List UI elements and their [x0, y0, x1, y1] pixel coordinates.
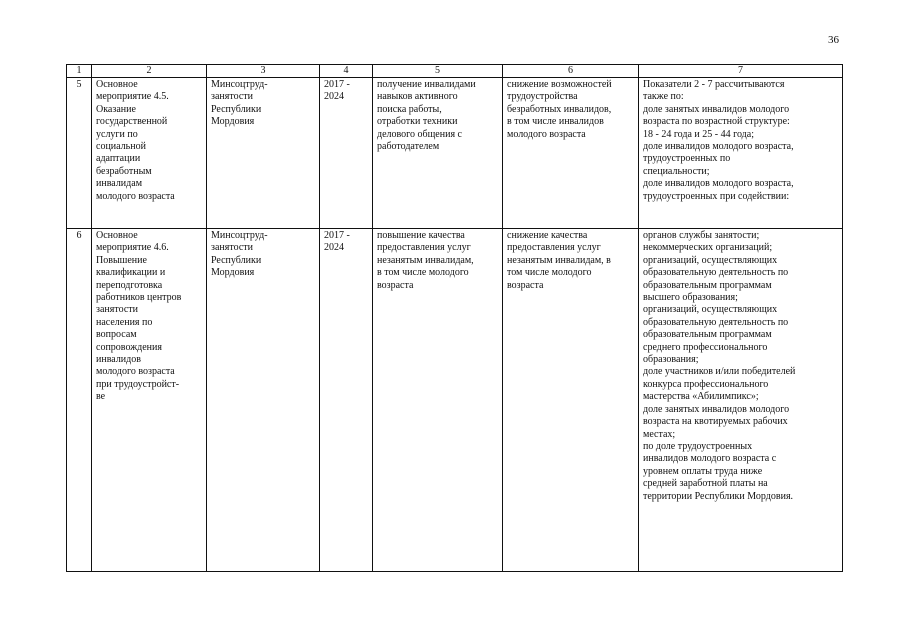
text-line: 2024 — [324, 242, 344, 254]
executor-cell — [207, 229, 320, 572]
text-line: доле инвалидов молодого возраста, — [643, 141, 794, 153]
column-header: 6 — [503, 65, 639, 78]
text-line: специальности; — [643, 165, 710, 177]
executor-cell — [207, 78, 320, 229]
text-line: мероприятие 4.5. — [96, 91, 169, 103]
column-header: 1 — [67, 65, 92, 78]
text-line: работодателем — [377, 141, 440, 153]
text-line: государственной — [96, 116, 168, 128]
text-line: Республики — [211, 254, 262, 266]
text-line: образования; — [643, 354, 699, 366]
text-line: 2017 - — [324, 230, 350, 241]
text-line: среднего профессионального — [643, 341, 768, 353]
text-line: образовательным программам — [643, 279, 772, 291]
text-line: занятости — [211, 242, 253, 254]
text-line: инвалидам — [96, 178, 143, 190]
text-line: организаций, осуществляющих — [643, 254, 778, 266]
text-line: занятости — [211, 91, 253, 103]
text-line: высшего образования; — [643, 292, 738, 304]
text-line: отработки техники — [377, 116, 458, 128]
measures-table — [66, 64, 843, 572]
period-cell — [320, 229, 373, 572]
page-number: 36 — [828, 34, 839, 46]
text-line: молодого возраста — [96, 190, 175, 202]
text-line: Повышение — [96, 254, 147, 266]
text-line: конкурса профессионального — [643, 378, 769, 390]
text-line: местах; — [643, 428, 676, 440]
text-line: снижение качества — [507, 230, 588, 241]
text-line: повышение качества — [377, 230, 465, 241]
result-cell — [373, 78, 503, 229]
text-line: получение инвалидами — [377, 79, 476, 90]
text-line: сопровождения — [96, 341, 162, 353]
column-header: 3 — [207, 65, 320, 78]
text-line: том числе молодого — [507, 267, 592, 279]
text-line: возраста по возрастной структуре: — [643, 116, 790, 128]
column-header: 2 — [92, 65, 207, 78]
table-row — [67, 229, 843, 572]
text-line: образовательную деятельность по — [643, 316, 789, 328]
text-line: по доле трудоустроенных — [643, 440, 753, 452]
text-line: доле занятых инвалидов молодого — [643, 103, 790, 115]
text-line: безработных инвалидов, — [507, 103, 612, 115]
column-header: 4 — [320, 65, 373, 78]
measure-name-cell — [92, 78, 207, 229]
text-line: доле участников и/или победителей — [643, 366, 796, 378]
text-line: также по: — [643, 91, 684, 103]
text-line: некоммерческих организаций; — [643, 242, 773, 254]
text-line: доле занятых инвалидов молодого — [643, 403, 790, 415]
text-line: при трудоустройст- — [96, 378, 180, 390]
text-line: вопросам — [96, 329, 137, 341]
text-line: молодого возраста — [96, 366, 175, 378]
text-line: трудоустройства — [507, 91, 578, 103]
text-line: населения по — [96, 316, 153, 328]
text-line: в том числе молодого — [377, 267, 469, 279]
text-line: Минсоцтруд- — [211, 230, 268, 241]
text-line: Оказание — [96, 103, 136, 115]
result-cell — [373, 229, 503, 572]
text-line: образовательную деятельность по — [643, 267, 789, 279]
column-header: 7 — [639, 65, 843, 78]
text-line: образовательным программам — [643, 329, 772, 341]
text-line: инвалидов молодого возраста с — [643, 453, 777, 465]
indicators-cell — [639, 229, 843, 572]
consequence-cell — [503, 78, 639, 229]
text-line: доле инвалидов молодого возраста, — [643, 178, 794, 190]
text-line: 2024 — [324, 91, 344, 103]
text-line: адаптации — [96, 153, 141, 165]
column-header: 5 — [373, 65, 503, 78]
text-line: квалификации и — [96, 267, 166, 279]
text-line: молодого возраста — [507, 128, 586, 140]
text-line: услуги по — [96, 128, 138, 140]
text-line: Мордовия — [211, 116, 255, 128]
text-line: мастерства «Абилимпикс»; — [643, 391, 759, 403]
text-line: Основное — [96, 230, 138, 241]
text-line: предоставления услуг — [507, 242, 601, 254]
text-line: Основное — [96, 79, 138, 90]
text-line: ве — [96, 391, 106, 403]
measure-name-cell — [92, 229, 207, 572]
text-line: 18 - 24 года и 25 - 44 года; — [643, 128, 754, 140]
text-line: трудоустроенных по — [643, 153, 731, 165]
consequence-cell — [503, 229, 639, 572]
table-row — [67, 78, 843, 229]
text-line: инвалидов — [96, 354, 141, 366]
text-line: навыков активного — [377, 91, 458, 103]
text-line: Мордовия — [211, 267, 255, 279]
text-line: безработным — [96, 165, 152, 177]
text-line: уровнем оплаты труда ниже — [643, 465, 763, 477]
text-line: незанятым инвалидам, в — [507, 254, 611, 266]
text-line: переподготовка — [96, 279, 163, 291]
text-line: возраста на квотируемых рабочих — [643, 416, 788, 428]
text-line: в том числе инвалидов — [507, 116, 604, 128]
text-line: трудоустроенных при содействии: — [643, 190, 790, 202]
text-line: незанятым инвалидам, — [377, 254, 474, 266]
text-line: предоставления услуг — [377, 242, 471, 254]
text-line: 2017 - — [324, 79, 350, 90]
column-number-row — [67, 65, 843, 78]
text-line: организаций, осуществляющих — [643, 304, 778, 316]
text-line: снижение возможностей — [507, 79, 612, 90]
text-line: Минсоцтруд- — [211, 79, 268, 90]
text-line: возраста — [377, 279, 414, 291]
text-line: занятости — [96, 304, 138, 316]
text-line: мероприятие 4.6. — [96, 242, 169, 254]
period-cell — [320, 78, 373, 229]
text-line: работников центров — [96, 292, 182, 304]
text-line: органов службы занятости; — [643, 230, 760, 241]
text-line: Республики — [211, 103, 262, 115]
text-line: Показатели 2 - 7 рассчитываются — [643, 79, 785, 90]
text-line: средней заработной платы на — [643, 478, 768, 490]
row-number: 5 — [67, 78, 92, 229]
text-line: социальной — [96, 141, 146, 153]
text-line: поиска работы, — [377, 103, 442, 115]
text-line: возраста — [507, 279, 544, 291]
text-line: делового общения с — [377, 128, 462, 140]
text-line: территории Республики Мордовия. — [643, 490, 794, 502]
indicators-cell — [639, 78, 843, 229]
row-number: 6 — [67, 229, 92, 572]
